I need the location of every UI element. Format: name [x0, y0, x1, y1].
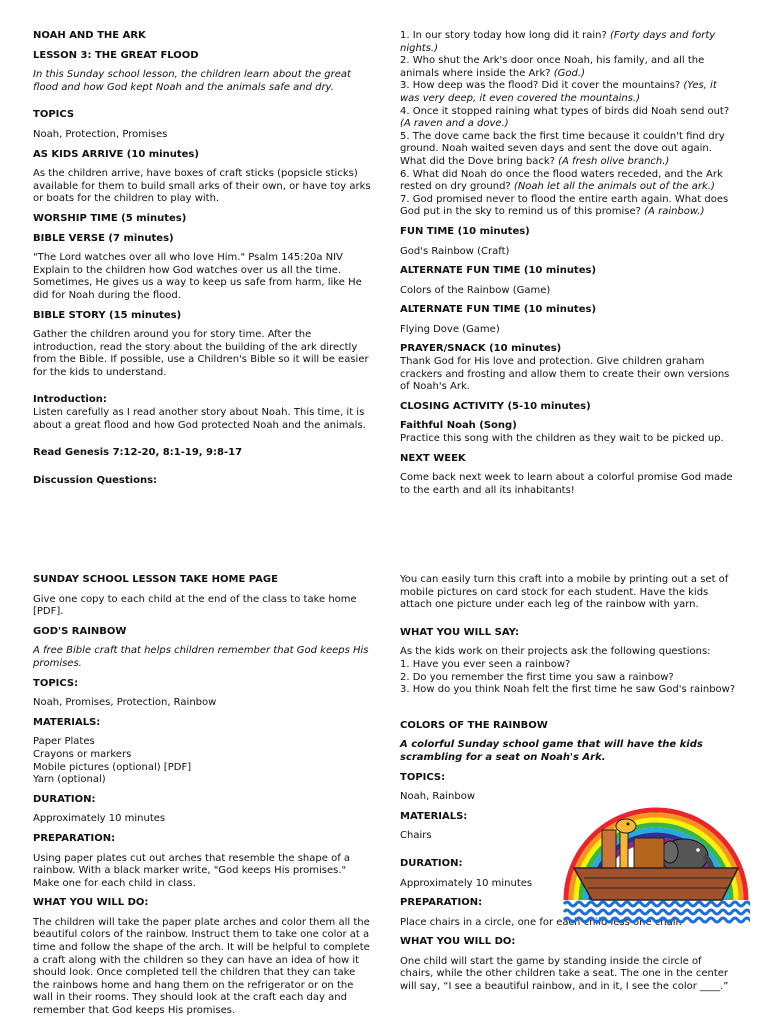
alternate-fun-time-heading: ALTERNATE FUN TIME (10 minutes)	[400, 265, 597, 277]
discussion-heading: Discussion Questions:	[33, 474, 158, 486]
page-title: NOAH AND THE ARK	[33, 30, 146, 41]
what-you-will-do-text: The children will take the paper plate arches and color them all the beautiful colors of the rainbow. Instruct them to take one color at a time and follow the shape of the arch. It will be helpful to complete a craft along with the children so they can have an idea of how it should look. Once completed tell the children that they can take the rainbows home and hang them on the refrigerator or on the wall in their rooms. They should look at the craft each day and remember that God keeps His promises.	[33, 916, 370, 1017]
question-item: 3. How deep was the flood? Did it cover the mountains? (Yes, it was very deep, it even covered the mountains.)	[400, 80, 717, 104]
materials-text: Chairs	[400, 830, 432, 842]
what-you-will-do-heading: WHAT YOU WILL DO:	[33, 897, 149, 909]
list-item: Crayons or markers	[33, 748, 132, 760]
wave-line	[564, 902, 750, 906]
list-item: 2. Do you remember the first time you saw a rainbow?	[400, 671, 674, 683]
duration-text: Approximately 10 minutes	[33, 813, 166, 825]
wave-line	[564, 910, 750, 914]
preparation-text: Place chairs in a circle, one for each child less one chair.	[400, 916, 682, 928]
mobile-text: You can easily turn this craft into a mobile by printing out a set of mobile pictures on card stock for each student. Have the kids attach one picture under each leg of the rainbow with yarn.	[400, 574, 729, 611]
say-questions-list	[400, 646, 736, 696]
materials-list	[33, 736, 371, 786]
alternate-fun-time-heading: ALTERNATE FUN TIME (10 minutes)	[400, 304, 597, 316]
story-text: Gather the children around you for story time. After the introduction, read the story about the building of the ark directly from the Bible. If possible, use a Children's Bible so it will be easier for the kids to understand.	[33, 329, 369, 378]
what-you-will-do-text: One child will start the game by standing inside the circle of chairs, while the other children take a seat. The one in the center will say, “I see a beautiful rainbow, and in it, I see the color ____.”	[400, 955, 729, 993]
duration-heading: DURATION:	[33, 793, 96, 805]
lesson-intro: In this Sunday school lesson, the children learn about the great flood and how God kept Noah and the animals safe and dry.	[33, 69, 351, 93]
gods-rainbow-intro: A free Bible craft that helps children remember that God keeps His promises.	[33, 645, 369, 669]
lesson-title: LESSON 3: THE GREAT FLOOD	[33, 49, 199, 61]
worship-heading: WORSHIP TIME (5 minutes)	[33, 212, 187, 224]
gods-rainbow-heading: GOD'S RAINBOW	[33, 625, 127, 637]
list-item: Paper Plates	[33, 736, 95, 748]
list-item: 1. Have you ever seen a rainbow?	[400, 658, 571, 670]
introduction-text: Listen carefully as I read another story about Noah. This time, it is about a great flood and how God protected Noah and the animals.	[33, 407, 366, 431]
take-home-text: Give one copy to each child at the end of the class to take home [PDF].	[33, 593, 357, 618]
materials-heading: MATERIALS:	[400, 810, 468, 822]
question-item: 5. The dove came back the first time because it couldn't find dry ground. Noah waited seven days and sent the dove out again. What did the Dove bring back? (A fresh olive branch.)	[400, 130, 725, 167]
list-item: 3. How do you think Noah felt the first time he saw God's rainbow?	[400, 684, 736, 696]
list-item: Yarn (optional)	[33, 774, 106, 786]
discussion-questions-list	[400, 30, 736, 219]
topics-heading: TOPICS	[33, 109, 75, 121]
song-heading: Faithful Noah (Song)	[400, 420, 517, 432]
game-column	[400, 574, 736, 1001]
take-home-column	[33, 574, 371, 1025]
fun-time-heading: FUN TIME (10 minutes)	[400, 225, 530, 237]
water-waves-icon	[564, 902, 750, 922]
preparation-heading: PREPARATION:	[400, 897, 483, 909]
read-heading: Read Genesis 7:12-20, 8:1-19, 9:8-17	[33, 447, 243, 459]
next-week-text: Come back next week to learn about a colorful promise God made to the earth and all its inhabitants!	[400, 472, 733, 496]
fun-time-text: God's Rainbow (Craft)	[400, 245, 510, 257]
preparation-text: Using paper plates cut out arches that resemble the shape of a rainbow. With a black marker write, "God keeps His promises." Make one for each child in class.	[33, 852, 351, 889]
list-item: Mobile pictures (optional) [PDF]	[33, 761, 192, 773]
colors-of-the-rainbow-heading: COLORS OF THE RAINBOW	[400, 719, 548, 731]
lesson-overview-column	[33, 30, 371, 494]
noah-ark-rainbow-illustration	[562, 800, 750, 926]
prayer-snack-text: Thank God for His love and protection. Give children graham crackers and frosting and allow them to create their own versions of Noah's Ark.	[400, 356, 730, 393]
arrive-text: As the children arrive, have boxes of craft sticks (popsicle sticks) available for them to build small arks of their own, or have toy arks or boats for the children to play with.	[33, 168, 371, 205]
question-item: 6. What did Noah do once the flood waters receded, and the Ark rested on dry ground? (Noah let all the animals out of the ark.)	[400, 168, 723, 193]
duration-text: Approximately 10 minutes	[400, 877, 533, 889]
next-week-heading: NEXT WEEK	[400, 452, 466, 464]
verse-heading: BIBLE VERSE (7 minutes)	[33, 232, 174, 244]
arrive-heading: AS KIDS ARRIVE (10 minutes)	[33, 148, 199, 160]
topics-heading: TOPICS:	[400, 771, 446, 783]
introduction-heading: Introduction:	[33, 394, 107, 406]
story-heading: BIBLE STORY (15 minutes)	[33, 309, 182, 321]
question-item: 2. Who shut the Ark's door once Noah, his family, and all the animals where inside the Ark? (God.)	[400, 55, 705, 79]
song-text: Practice this song with the children as they wait to be picked up.	[400, 433, 724, 445]
topics-heading: TOPICS:	[33, 677, 79, 689]
take-home-heading: SUNDAY SCHOOL LESSON TAKE HOME PAGE	[33, 574, 278, 585]
topics-text: Noah, Promises, Protection, Rainbow	[33, 697, 217, 709]
colors-of-the-rainbow-intro: A colorful Sunday school game that will have the kids scrambling for a seat on Noah's Ark.	[400, 739, 703, 763]
lesson-activities-column	[400, 30, 736, 504]
preparation-heading: PREPARATION:	[33, 832, 116, 844]
verse-text: "The Lord watches over all who love Him." Psalm 145:20a NIV Explain to the children how God watches over us all the time. Sometimes, He gives us a way to keep us safe from harm, like He did for Noah during the flood.	[33, 252, 362, 301]
question-item: 1. In our story today how long did it rain? (Forty days and forty nights.)	[400, 30, 716, 54]
materials-heading: MATERIALS:	[33, 716, 101, 728]
topics-text: Noah, Rainbow	[400, 791, 476, 803]
question-item: 7. God promised never to flood the entire earth again. What does God put in the sky to remind us of this promise? (A rainbow.)	[400, 193, 729, 218]
alternate-fun-time-text: Flying Dove (Game)	[400, 323, 500, 335]
what-you-will-say-heading: WHAT YOU WILL SAY:	[400, 626, 519, 638]
say-intro: As the kids work on their projects ask the following questions:	[400, 646, 711, 658]
closing-activity-heading: CLOSING ACTIVITY (5-10 minutes)	[400, 400, 591, 412]
what-you-will-do-heading: WHAT YOU WILL DO:	[400, 936, 516, 948]
topics-text: Noah, Protection, Promises	[33, 128, 168, 140]
alternate-fun-time-text: Colors of the Rainbow (Game)	[400, 284, 551, 296]
wave-line	[564, 918, 750, 922]
duration-heading: DURATION:	[400, 857, 463, 869]
prayer-snack-heading: PRAYER/SNACK (10 minutes)	[400, 343, 562, 355]
question-item: 4. Once it stopped raining what types of birds did Noah send out? (A raven and a dove.)	[400, 105, 730, 130]
